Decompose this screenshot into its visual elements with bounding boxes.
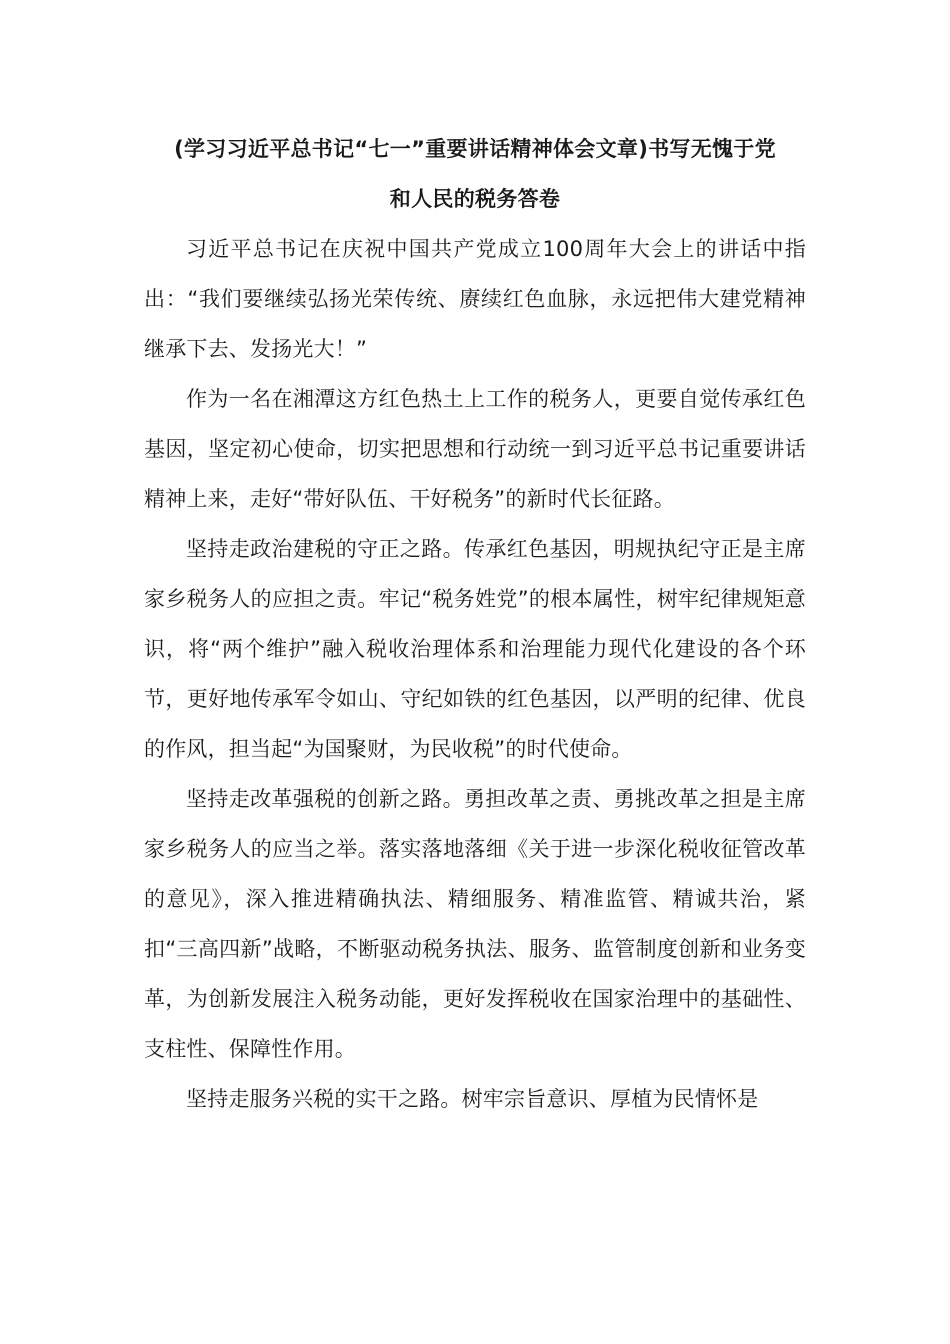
- paragraph: 坚持走政治建税的守正之路。传承红色基因，明规执纪守正是主席家乡税务人的应担之责。牢记“税务姓党”的根本属性，树牢纪律规矩意识，将“两个维护”融入税收治理体系和治理能力现代化建设的各个环节，更好地传承军令如山、守纪如铁的红色基因，以严明的纪律、优良的作风，担当起“为国聚财，为民收税”的时代使命。: [144, 537, 806, 761]
- document-page: [144, 124, 806, 1124]
- paragraph: 作为一名在湘潭这方红色热土上工作的税务人，更要自觉传承红色基因，坚定初心使命，切实把思想和行动统一到习近平总书记重要讲话精神上来，走好“带好队伍、干好税务”的新时代长征路。: [144, 387, 806, 511]
- paragraph: 坚持走改革强税的创新之路。勇担改革之责、勇挑改革之担是主席家乡税务人的应当之举。落实落地落细《关于进一步深化税收征管改革的意见》，深入推进精确执法、精细服务、精准监管、精诚共治，紧扣“三高四新”战略，不断驱动税务执法、服务、监管制度创新和业务变革，为创新发展注入税务动能，更好发挥税收在国家治理中的基础性、支柱性、保障性作用。: [144, 787, 806, 1061]
- document-title: [144, 124, 806, 224]
- document-body: [144, 224, 806, 1124]
- paragraph: 习近平总书记在庆祝中国共产党成立100周年大会上的讲话中指出：“我们要继续弘扬光荣传统、赓续红色血脉，永远把伟大建党精神继承下去、发扬光大！”: [144, 237, 806, 361]
- title-line-2: 和人民的税务答卷: [389, 187, 561, 211]
- title-line-1: (学习习近平总书记“七一”重要讲话精神体会文章)书写无愧于党: [174, 137, 776, 161]
- paragraph: 坚持走服务兴税的实干之路。树牢宗旨意识、厚植为民情怀是: [186, 1087, 759, 1111]
